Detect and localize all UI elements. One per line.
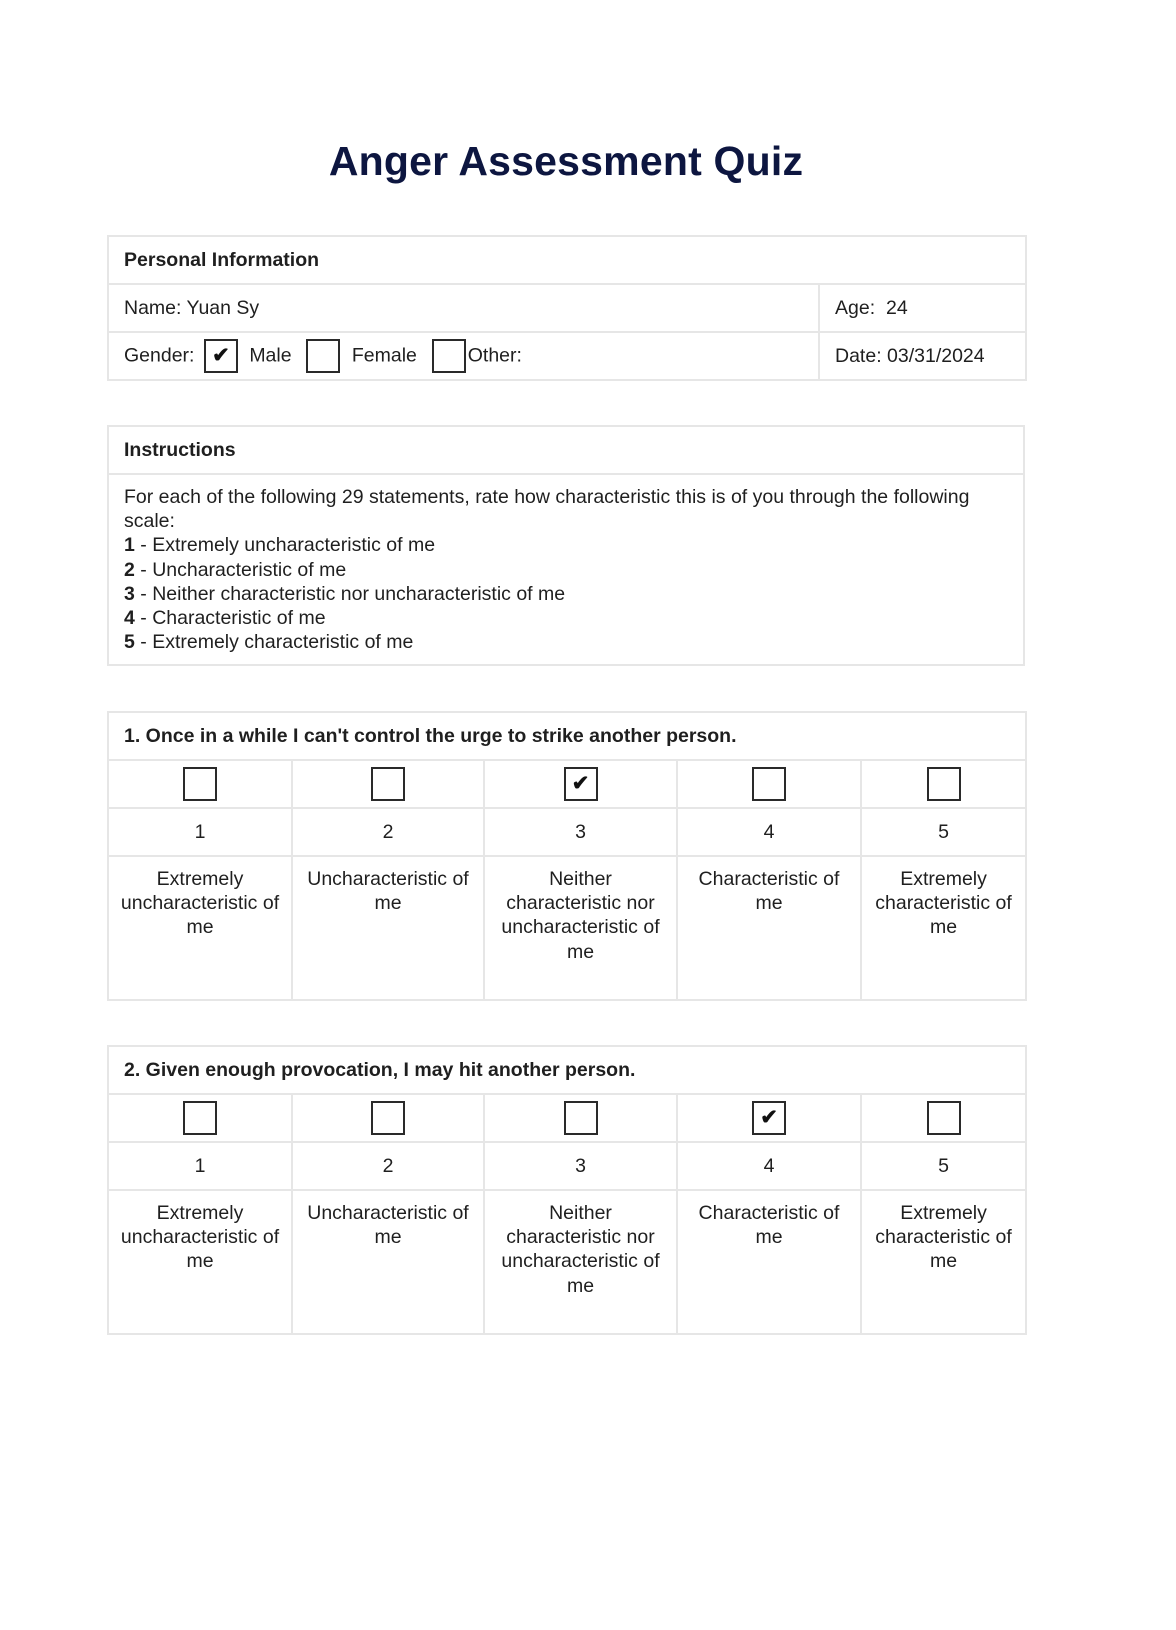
q2-option-3-number: 3 — [484, 1142, 677, 1190]
date-field[interactable] — [819, 332, 1026, 380]
personal-info-heading: Personal Information — [108, 236, 1026, 284]
q2-option-1-number: 1 — [108, 1142, 292, 1190]
age-label: Age: — [835, 296, 876, 319]
gender-other-label: Other: — [467, 344, 522, 367]
q1-option-3-description: Neither characteristic nor uncharacteristic of me — [484, 856, 677, 1000]
instructions-heading: Instructions — [108, 426, 1024, 474]
age-value: 24 — [885, 296, 908, 319]
q1-option-3-number: 3 — [484, 808, 677, 856]
question-2-text: 2. Given enough provocation, I may hit another person. — [108, 1046, 1026, 1094]
q1-option-4-cell — [677, 760, 861, 808]
q1-option-2-checkbox[interactable] — [371, 767, 405, 801]
question-1-text: 1. Once in a while I can't control the urge to strike another person. — [108, 712, 1026, 760]
q1-option-2-cell — [292, 760, 484, 808]
scale-item-4: 4 - Characteristic of me — [124, 607, 326, 630]
question-1-table — [107, 711, 1027, 1001]
q2-option-4-cell — [677, 1094, 861, 1142]
scale-item-5: 5 - Extremely characteristic of me — [124, 631, 414, 654]
age-field[interactable] — [819, 284, 1026, 332]
gender-female-label: Female — [351, 344, 417, 367]
q2-option-4-description: Characteristic of me — [677, 1190, 861, 1334]
q1-option-1-number: 1 — [108, 808, 292, 856]
q2-option-2-cell — [292, 1094, 484, 1142]
q2-option-3-cell — [484, 1094, 677, 1142]
q2-option-4-checkbox[interactable]: ✔ — [752, 1101, 786, 1135]
q1-option-5-description: Extremely characteristic of me — [861, 856, 1026, 1000]
q1-option-4-checkbox[interactable] — [752, 767, 786, 801]
q1-option-4-number: 4 — [677, 808, 861, 856]
gender-male-checkbox[interactable]: ✔ — [204, 339, 238, 373]
q1-option-2-description: Uncharacteristic of me — [292, 856, 484, 1000]
q1-option-5-checkbox[interactable] — [927, 767, 961, 801]
q1-option-4-description: Characteristic of me — [677, 856, 861, 1000]
q2-option-4-number: 4 — [677, 1142, 861, 1190]
question-2-table — [107, 1045, 1027, 1335]
q2-option-2-description: Uncharacteristic of me — [292, 1190, 484, 1334]
q2-option-2-number: 2 — [292, 1142, 484, 1190]
instructions-intro: For each of the following 29 statements, rate how characteristic this is of you through the following scale: — [124, 486, 970, 533]
q2-option-3-description: Neither characteristic nor uncharacteristic of me — [484, 1190, 677, 1334]
gender-male-label: Male — [249, 344, 292, 367]
q1-option-1-checkbox[interactable] — [183, 767, 217, 801]
personal-info-table — [107, 235, 1027, 381]
instructions-table — [107, 425, 1025, 666]
name-field[interactable] — [108, 284, 819, 332]
q1-option-1-cell — [108, 760, 292, 808]
name-label: Name: — [124, 296, 182, 319]
gender-label: Gender: — [124, 344, 195, 367]
gender-field — [108, 332, 819, 380]
instructions-body — [108, 474, 1024, 665]
q2-option-1-description: Extremely uncharacteristic of me — [108, 1190, 292, 1334]
gender-other-checkbox[interactable] — [432, 339, 466, 373]
q2-option-1-checkbox[interactable] — [183, 1101, 217, 1135]
q2-option-3-checkbox[interactable] — [564, 1101, 598, 1135]
q2-option-5-description: Extremely characteristic of me — [861, 1190, 1026, 1334]
scale-item-2: 2 - Uncharacteristic of me — [124, 558, 347, 581]
name-value: Yuan Sy — [186, 296, 260, 319]
q2-option-5-number: 5 — [861, 1142, 1026, 1190]
q1-option-2-number: 2 — [292, 808, 484, 856]
q2-option-5-checkbox[interactable] — [927, 1101, 961, 1135]
page-title: Anger Assessment Quiz — [328, 138, 804, 184]
q2-option-5-cell — [861, 1094, 1026, 1142]
gender-female-checkbox[interactable] — [306, 339, 340, 373]
date-label: Date: — [835, 344, 882, 367]
q2-option-1-cell — [108, 1094, 292, 1142]
date-value: 03/31/2024 — [887, 344, 985, 367]
scale-item-3: 3 - Neither characteristic nor uncharacteristic of me — [124, 582, 566, 605]
q1-option-5-number: 5 — [861, 808, 1026, 856]
scale-item-1: 1 - Extremely uncharacteristic of me — [124, 534, 436, 557]
q1-option-3-checkbox[interactable]: ✔ — [564, 767, 598, 801]
q1-option-5-cell — [861, 760, 1026, 808]
q1-option-1-description: Extremely uncharacteristic of me — [108, 856, 292, 1000]
q1-option-3-cell — [484, 760, 677, 808]
q2-option-2-checkbox[interactable] — [371, 1101, 405, 1135]
